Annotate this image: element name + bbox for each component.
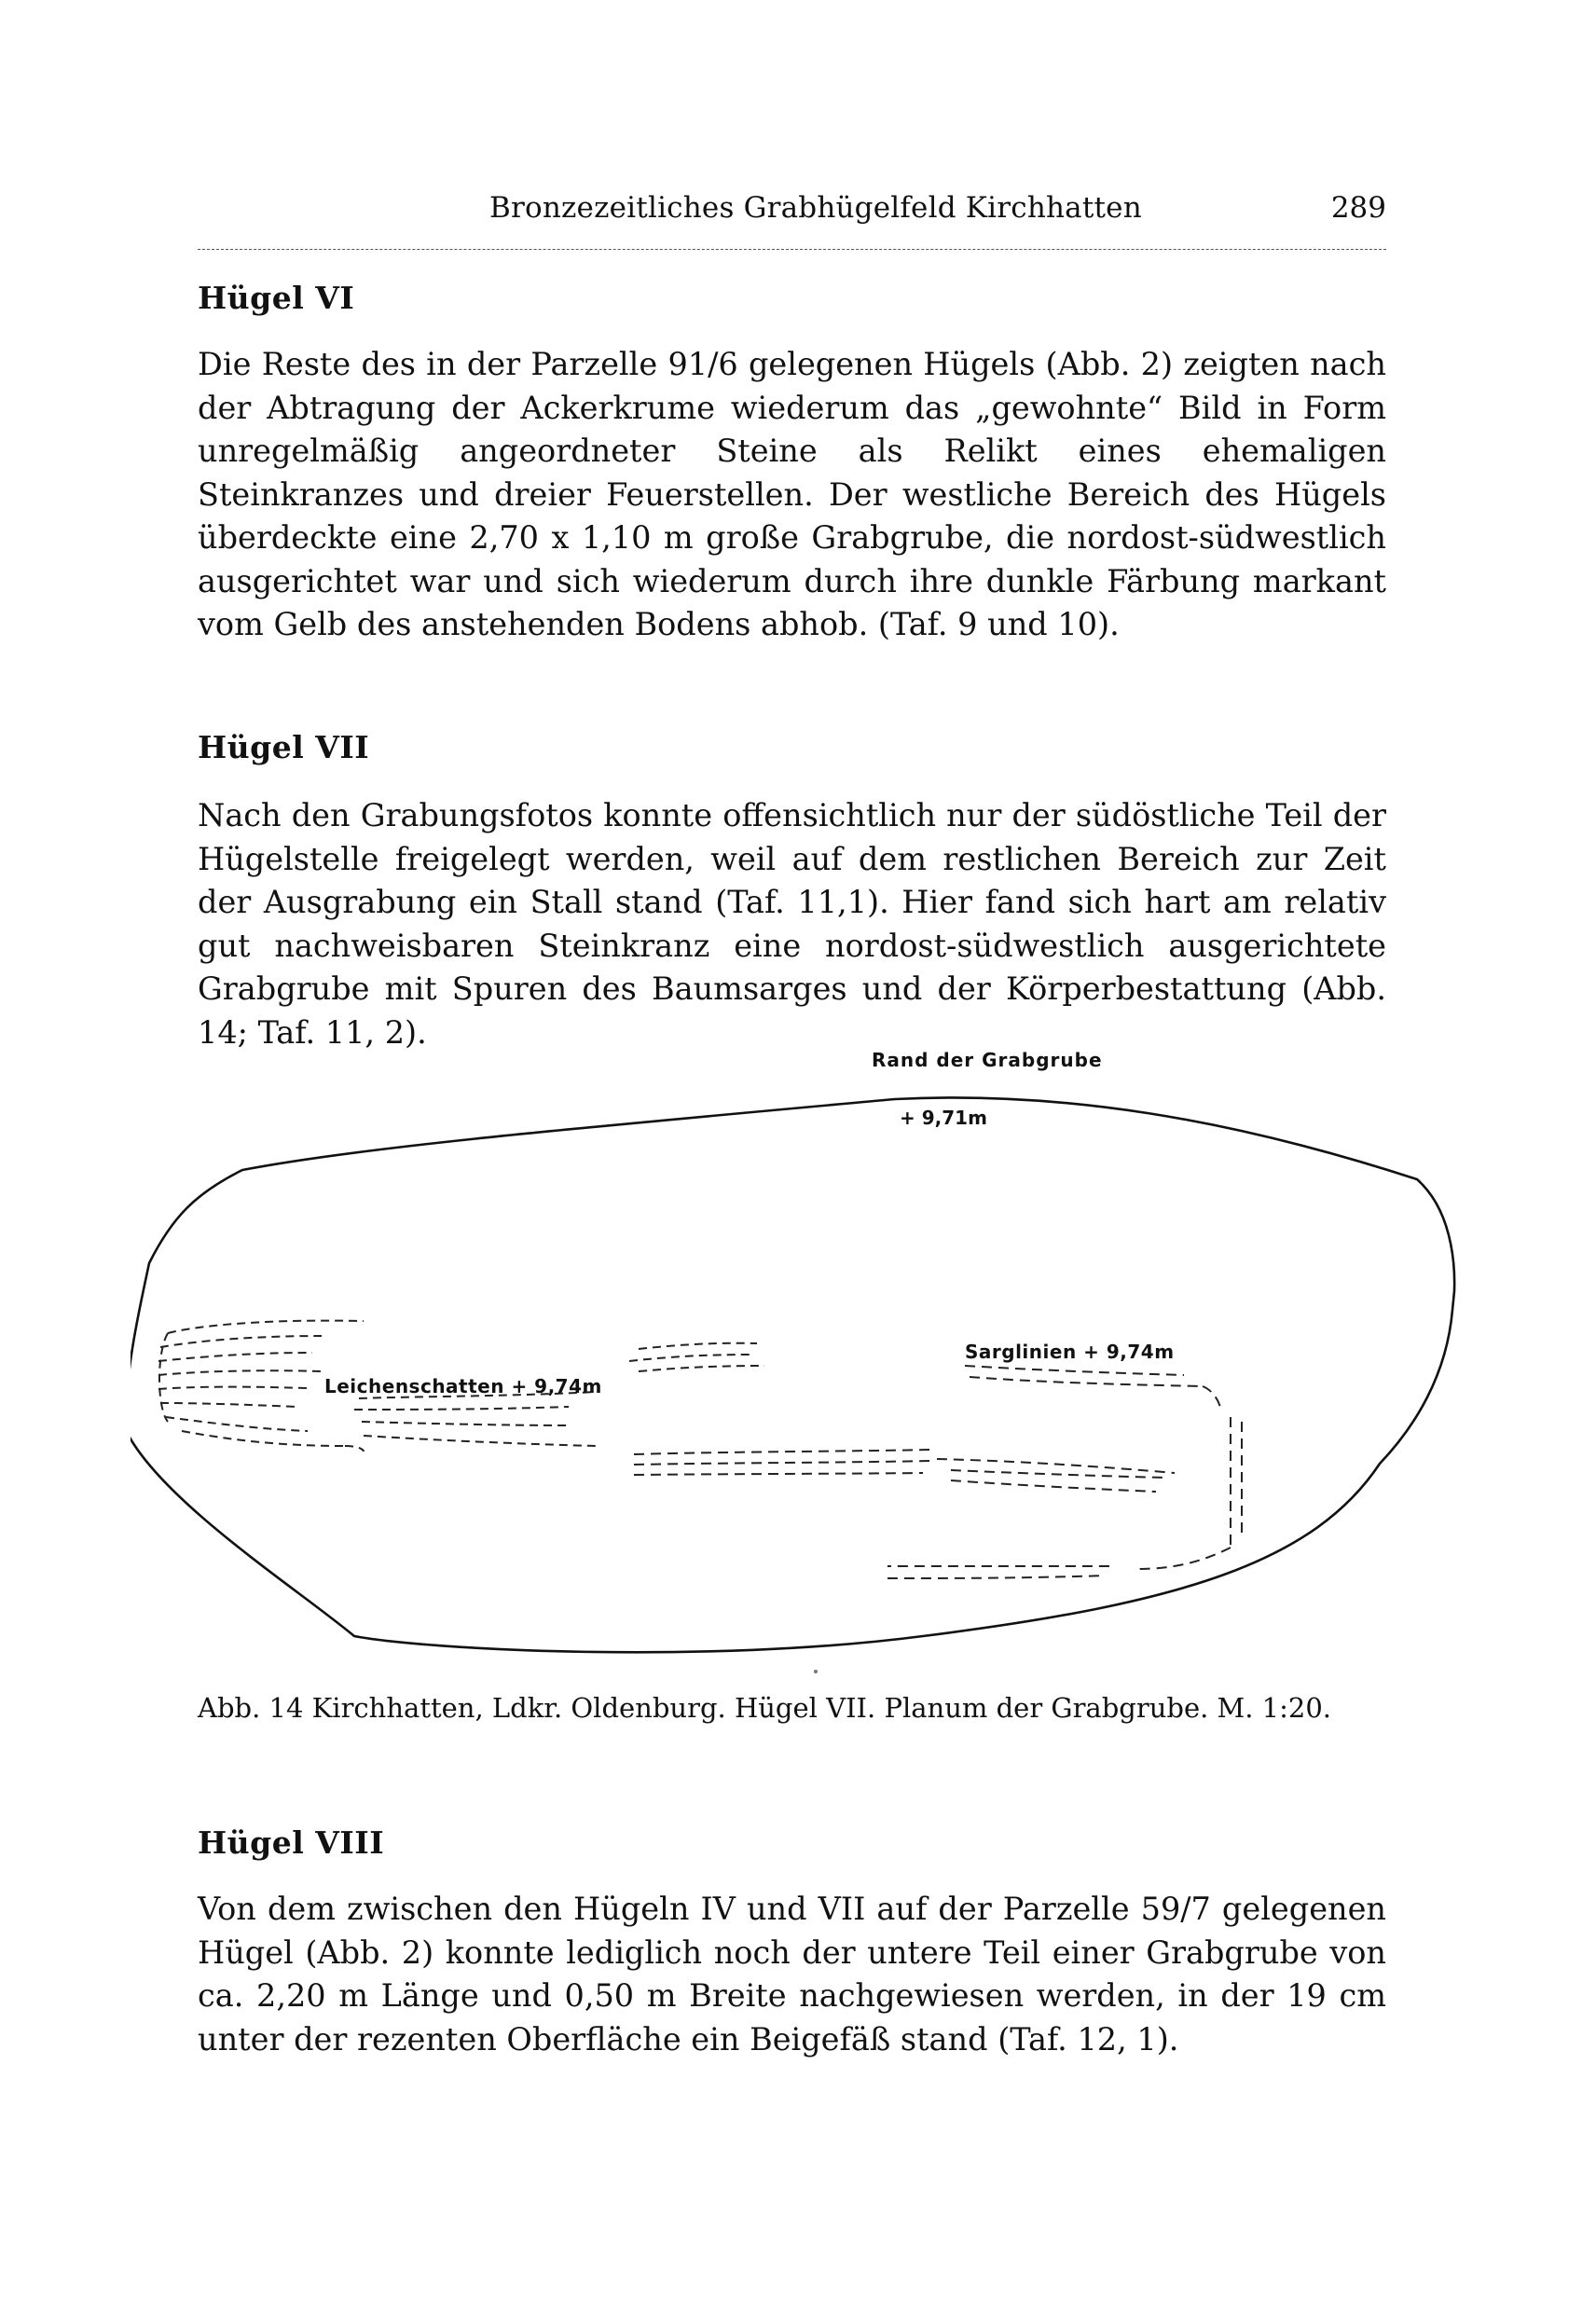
- section-heading-huegel-8: Hügel VIII: [198, 1824, 385, 1861]
- page-number: 289: [1330, 191, 1386, 225]
- label-sarglinien: Sarglinien + 9,74m: [965, 1341, 1175, 1363]
- section-heading-huegel-7: Hügel VII: [198, 729, 370, 765]
- header-rule: [198, 249, 1386, 250]
- grabgrube-drawing: [131, 1039, 1464, 1683]
- figure-grabgrube-plan: [131, 1039, 1464, 1683]
- section-text-huegel-7: Nach den Grabungsfotos konnte offensichtlich nur der südöstliche Teil der Hügelstelle freigelegt werden, weil auf dem restlichen Bereich zur Zeit der Ausgrabung ein Stall stand (Taf. 11,1). Hier fand sich hart am relativ gut nachweisbaren Steinkranz eine nordost-südwestlich ausgerichtete Grabgrube mit Spuren des Baumsarges und der Körperbestattung (Abb. 14; Taf. 11, 2).: [198, 797, 1386, 1051]
- label-elevation-top: + 9,71m: [900, 1107, 987, 1129]
- page-header: [198, 191, 1386, 247]
- figure-caption: Abb. 14 Kirchhatten, Ldkr. Oldenburg. Hügel VII. Planum der Grabgrube. M. 1:20.: [198, 1692, 1332, 1724]
- label-rand-der-grabgrube: Rand der Grabgrube: [872, 1049, 1103, 1071]
- running-title: Bronzezeitliches Grabhügelfeld Kirchhatten: [489, 191, 1142, 225]
- label-leichenschatten: Leichenschatten + 9,74m: [324, 1375, 602, 1397]
- survey-dot: [814, 1670, 818, 1673]
- section-heading-huegel-6: Hügel VI: [198, 280, 355, 316]
- sarglinien: [634, 1366, 1242, 1578]
- section-text-huegel-6: Die Reste des in der Parzelle 91/6 gelegenen Hügels (Abb. 2) zeigten nach der Abtragung der Ackerkrume wiederum das „gewohnte“ Bild in Form unregelmäßig angeordneter Steine als Relikt eines ehemaligen Steinkranzes und dreier Feuerstellen. Der westliche Bereich des Hügels überdeckte eine 2,70 x 1,10 m große Grabgrube, die nordost-südwestlich ausgerichtet war und sich wiederum durch ihre dunkle Färbung markant vom Gelb des anstehenden Bodens abhob. (Taf. 9 und 10).: [198, 346, 1386, 642]
- section-text-huegel-8: Von dem zwischen den Hügeln IV und VII auf der Parzelle 59/7 gelegenen Hügel (Abb. 2) konnte lediglich noch der untere Teil einer Grabgrube von ca. 2,20 m Länge und 0,50 m Breite nachgewiesen werden, in der 19 cm unter der rezenten Oberfläche ein Beigefäß stand (Taf. 12, 1).: [198, 1891, 1386, 2057]
